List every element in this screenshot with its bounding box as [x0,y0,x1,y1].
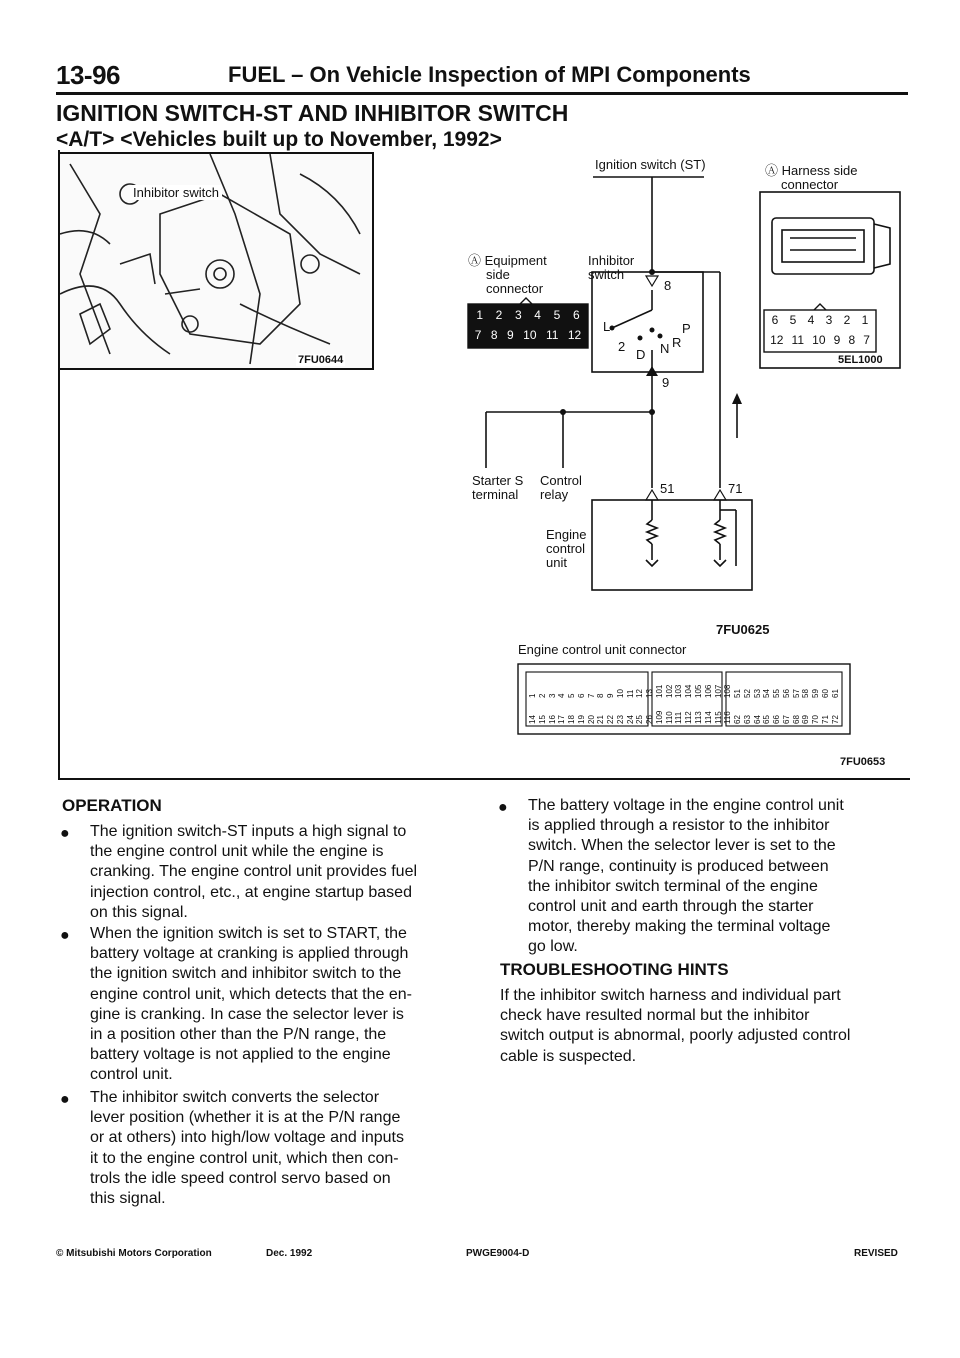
ecu-pin: 112 [684,711,694,724]
ecu-pin: 104 [684,684,694,698]
ecu-pin: 22 [606,715,616,724]
operation-heading: OPERATION [62,796,162,815]
equip-pin: 11 [545,328,559,342]
equip-pin: 8 [490,328,498,342]
inhibitor-switch-diagram-label-2: switch [588,267,625,282]
equipment-side-label-3: connector [486,281,544,296]
ecu-pin: 14 [528,715,537,724]
equip-pin: 1 [476,308,483,322]
equip-pin: 7 [474,328,482,342]
equip-pin: 12 [567,328,582,342]
photo-code: 7FU0644 [298,354,344,366]
harness-pin: 11 [791,333,805,347]
bullet-marker: ● [60,927,70,944]
ecu-pin: 64 [752,715,762,724]
ecu-connector-code: 7FU0653 [840,756,886,768]
ecu-pin: 106 [703,684,713,698]
ecu-pin: 57 [791,689,801,698]
ecu-pin: 111 [674,711,684,724]
starter-terminal-label: Starter S [472,473,524,488]
harness-pin: 4 [807,313,815,327]
ecu-pin: 21 [596,715,606,724]
troubleshooting-text: If the inhibitor switch harness and individual part check have resulted normal but the inhibitor switch output is abnormal, poorly adjusted control cable is suspected. [500,987,851,1065]
ecu-pin: 105 [694,684,704,698]
ecu-pin: 5 [567,693,577,698]
harness-pin: 12 [770,333,784,347]
equipment-connector-bottom-row [470,328,586,342]
harness-connector-bottom-row [766,333,874,347]
inhibitor-switch-diagram-label: Inhibitor [588,253,635,268]
page-number: 13-96 [56,60,120,90]
ecu-pin: 110 [664,711,674,724]
ecu-pin: 66 [772,715,782,724]
ecu-pin: 71 [820,715,830,724]
ecu-pin: 65 [762,715,772,724]
range-l: L [603,319,611,334]
troubleshooting-heading: TROUBLESHOOTING HINTS [500,960,729,979]
ecu-pin: 116 [723,711,733,724]
range-n: N [660,341,670,356]
harness-side-label: Ⓐ Harness side [765,163,858,178]
harness-pin: 1 [861,313,869,327]
equip-pin: 9 [507,328,514,342]
harness-pin: 2 [843,313,851,327]
ecu-pin: 70 [811,715,821,724]
ecu-pin: 67 [781,715,791,724]
harness-pin: 8 [848,333,856,347]
ecu-pin: 114 [703,711,713,724]
ecu-pin: 9 [606,693,616,698]
operation-bullet-4: The battery voltage in the engine control unit is applied through a resistor to the inhibitor switch. When the selector lever is set to the P/N range, continuity is produced between the inhibitor switch terminal of the engine control unit and earth through the starter motor, thereby making the terminal voltage go low. [528,797,844,956]
ecu-pin: 26 [645,715,655,724]
ecu-pin: 59 [811,689,821,698]
harness-pin: 3 [825,313,833,327]
ecu-pin: 12 [635,689,645,698]
equipment-connector-top-row [470,308,586,322]
ecu-pin: 54 [762,689,772,698]
bullet-marker: ● [60,1091,70,1108]
pin-9: 9 [662,375,670,390]
footer-date: Dec. 1992 [266,1248,313,1259]
control-relay-label-2: relay [540,487,569,502]
ecu-pin: 11 [625,689,635,698]
pin-51: 51 [660,481,675,496]
ecu-pin: 16 [547,715,557,724]
ecu-label-2: control [546,541,586,556]
ecu-pin: 3 [547,693,557,698]
range-d: D [636,347,646,362]
footer-status: REVISED [854,1248,898,1259]
pin-71: 71 [728,481,743,496]
footer-copyright: © Mitsubishi Motors Corporation [56,1248,212,1259]
equip-pin: 6 [572,308,580,322]
ecu-pin: 1 [528,693,537,698]
ignition-switch-label: Ignition switch (ST) [595,157,706,172]
ecu-pin: 4 [557,693,567,698]
ecu-pin: 20 [586,715,596,724]
ecu-pin: 113 [694,711,704,724]
equip-pin: 2 [495,308,503,322]
ecu-connector-bottom-row [528,700,840,724]
ecu-pin: 69 [801,715,811,724]
ecu-pin: 58 [801,689,811,698]
ecu-pin: 63 [742,715,752,724]
ecu-pin: 72 [830,715,840,724]
equip-pin: 5 [553,308,561,322]
ecu-pin: 51 [733,689,743,698]
ecu-pin: 25 [635,715,645,724]
harness-pin: 7 [863,333,870,347]
ecu-pin: 109 [654,710,664,724]
ecu-pin: 19 [576,715,586,724]
ecu-pin: 60 [820,689,830,698]
equipment-side-label: Ⓐ Equipment [468,253,547,268]
ecu-pin: 15 [537,715,547,724]
equip-pin: 4 [534,308,541,322]
section-subtitle: <A/T> <Vehicles built up to November, 1992> [56,128,502,151]
range-2: 2 [618,339,626,354]
harness-code: 5EL1000 [838,354,883,366]
operation-bullet-1: The ignition switch-ST inputs a high signal to the engine control unit while the engine is cranking. The engine control unit provides fuel injection control, etc., at engine startup based on this signal. [90,823,418,921]
harness-pin: 5 [789,313,797,327]
ecu-pin: 24 [625,715,635,724]
ecu-pin: 8 [596,693,606,698]
control-relay-label: Control [540,473,582,488]
harness-pin: 6 [771,313,779,327]
harness-pin: 9 [833,333,841,347]
operation-bullet-2: When the ignition switch is set to START, the battery voltage at cranking is applied through the ignition switch and inhibitor switch to the engine control unit, which detects that the en- gine is cranking. In case the selector lever is in a position other than the P/N range, the battery voltage is not applied to the engine control unit. [90,925,412,1084]
ecu-pin: 18 [567,715,577,724]
ecu-pin: 107 [713,684,723,698]
ecu-pin: 6 [576,693,586,698]
range-r: R [672,335,682,350]
ecu-pin: 23 [615,715,625,724]
ecu-pin: 61 [830,689,840,698]
ecu-pin: 7 [586,693,596,698]
ecu-pin: 108 [723,684,733,698]
equipment-side-label-2: side [486,267,510,282]
ecu-connector-top-row [528,674,840,698]
footer-doc-code: PWGE9004-D [466,1248,530,1259]
page-header-title: FUEL – On Vehicle Inspection of MPI Components [228,62,751,87]
ecu-label-3: unit [546,555,567,570]
ecu-pin: 2 [537,693,547,698]
ecu-pin: 10 [615,689,625,698]
range-p: P [682,321,691,336]
harness-pin: 10 [812,333,826,347]
ecu-pin: 115 [713,711,723,724]
bullet-marker: ● [498,799,508,816]
starter-terminal-label-2: terminal [472,487,519,502]
section-title: IGNITION SWITCH-ST AND INHIBITOR SWITCH [56,100,569,126]
ecu-pin: 17 [557,715,567,724]
ecu-pin: 68 [791,715,801,724]
inhibitor-switch-label: Inhibitor switch [130,185,222,200]
equip-pin: 3 [514,308,522,322]
ecu-pin: 55 [772,689,782,698]
ecu-connector-label: Engine control unit connector [518,642,687,657]
ecu-pin: 103 [674,684,684,698]
ecu-pin: 13 [645,689,655,698]
ecu-pin: 102 [664,684,674,698]
ecu-pin: 62 [733,715,743,724]
equip-pin: 10 [523,328,537,342]
ecu-pin: 52 [742,689,752,698]
diagram-code: 7FU0625 [716,622,770,637]
ecu-pin: 101 [654,684,664,698]
bullet-marker: ● [60,825,70,842]
ecu-pin: 56 [781,689,791,698]
harness-connector-top-row [766,313,874,327]
ecu-pin: 53 [752,689,762,698]
operation-bullet-3: The inhibitor switch converts the selector lever position (whether it is at the P/N range or at others) into high/low voltage and inputs it to the engine control unit, which then con- trols the idle speed control servo based on this signal. [90,1089,404,1208]
ecu-label: Engine [546,527,587,542]
pin-8: 8 [664,278,672,293]
harness-side-label-2: connector [781,177,839,192]
